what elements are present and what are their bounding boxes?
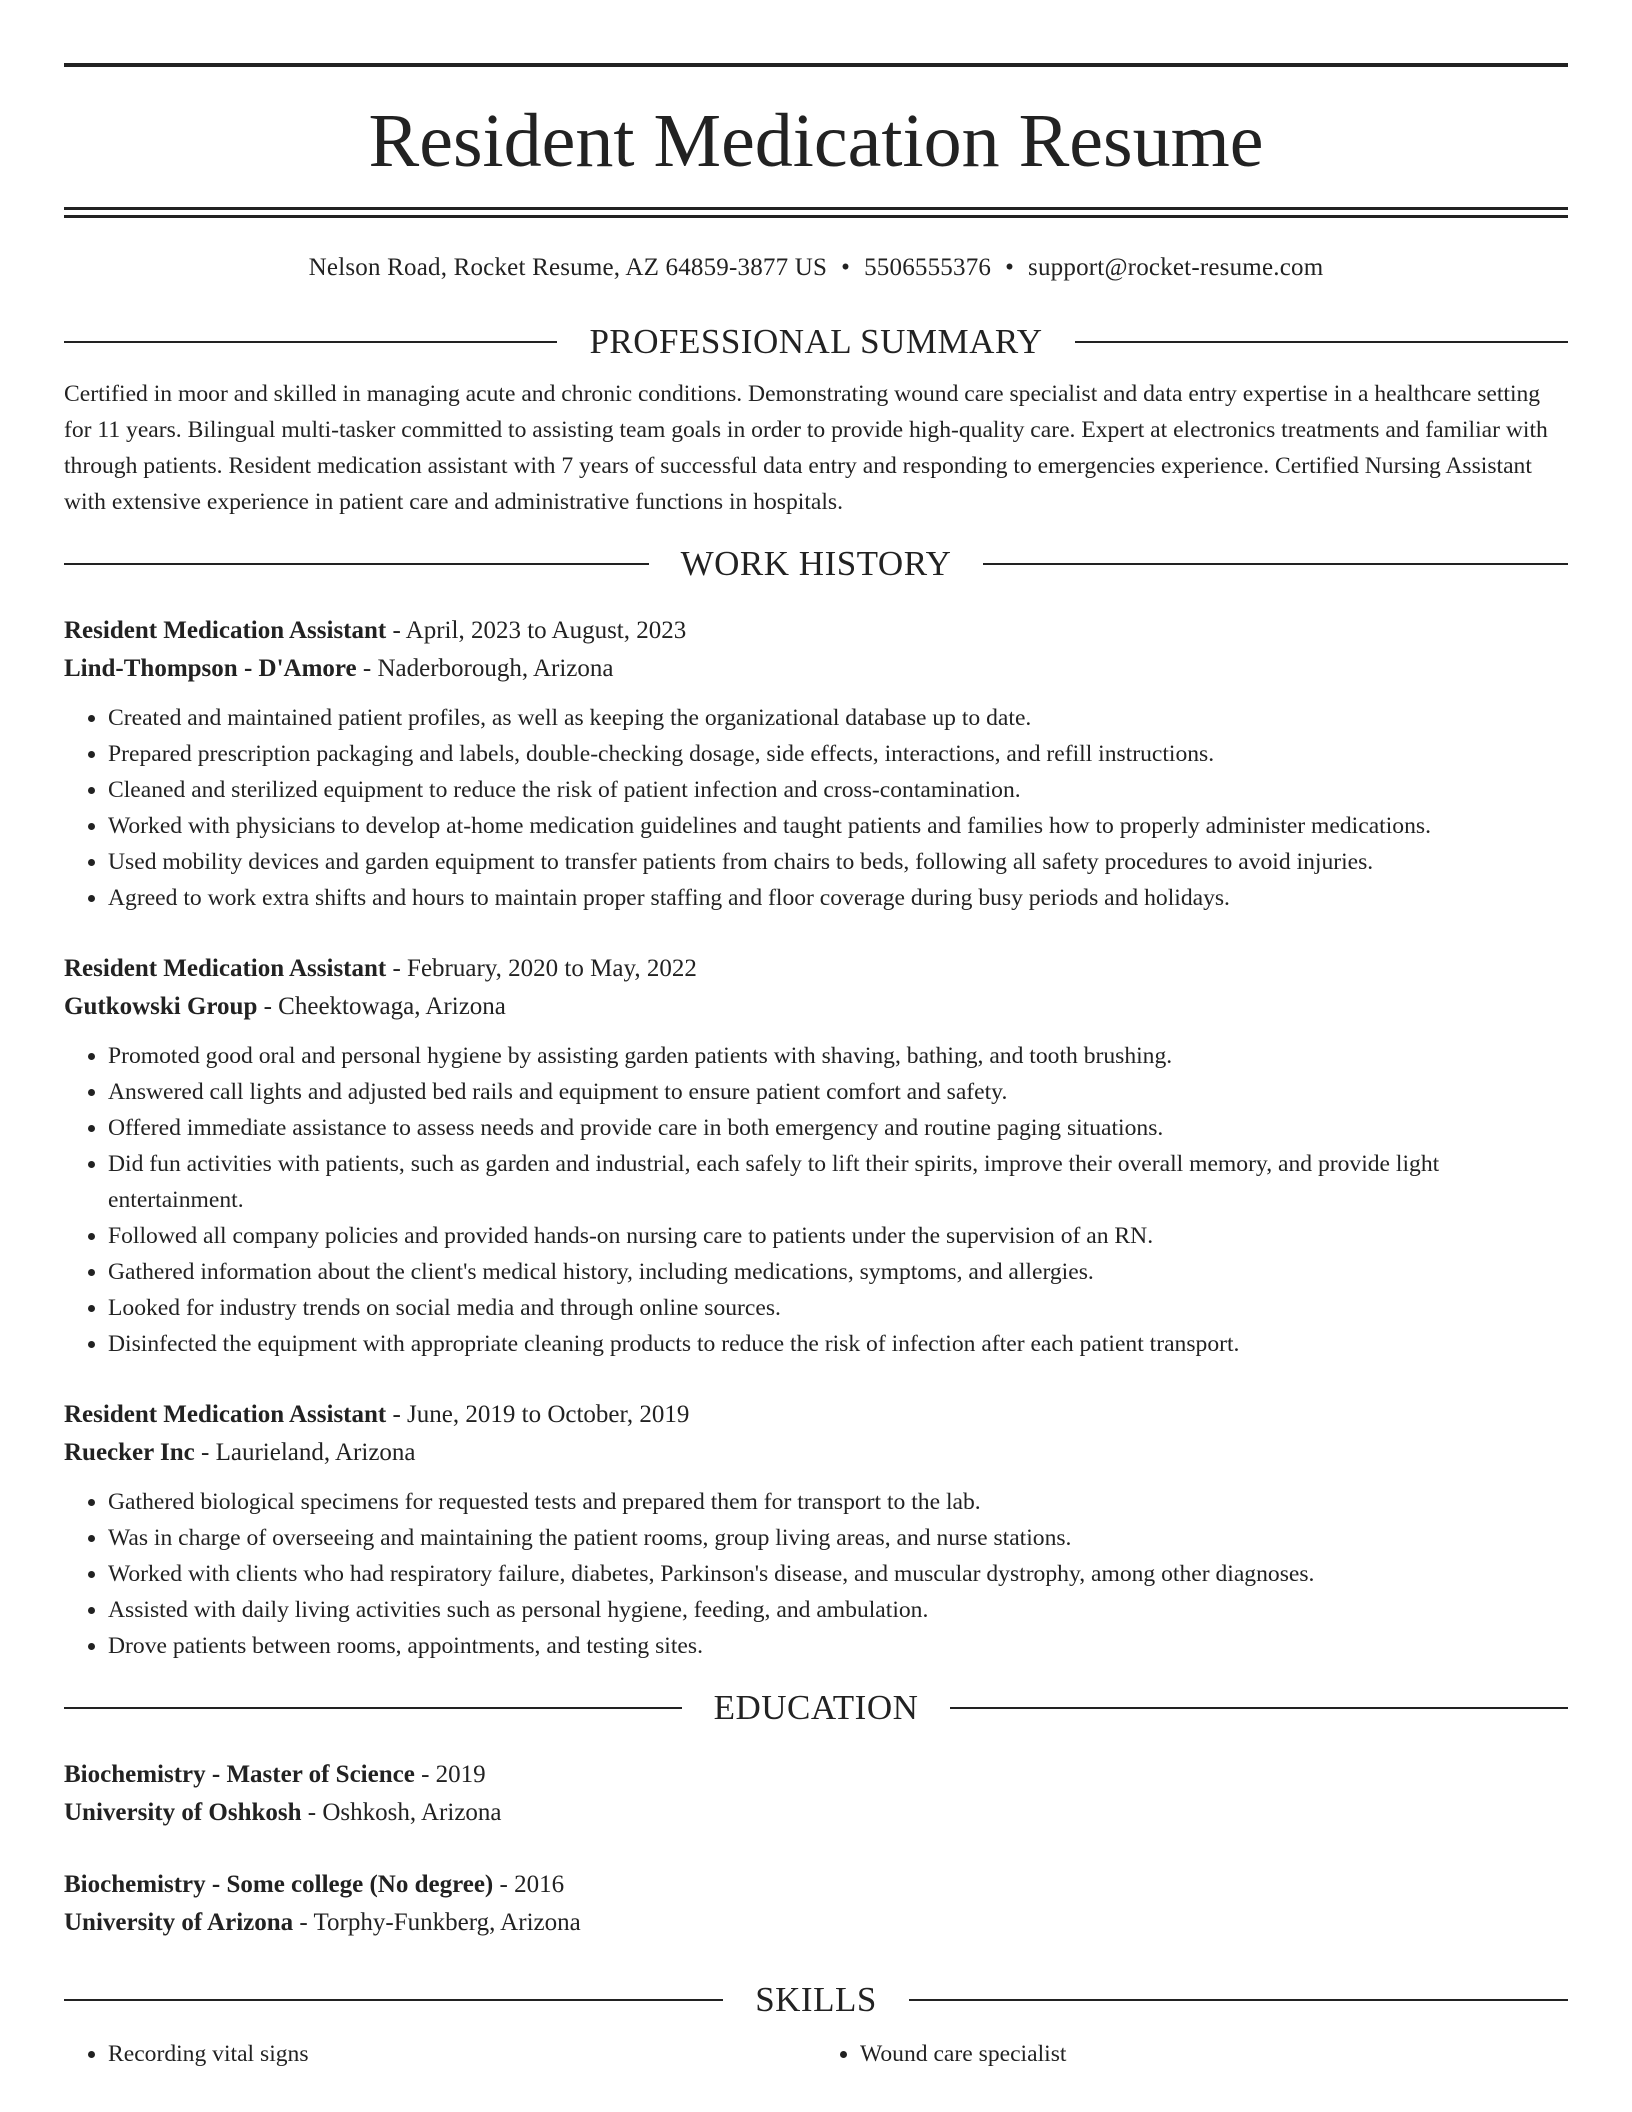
job-bullet: • Worked with physicians to develop at-home medication guidelines and taught patients and families how to properly administer medications. — [108, 808, 1568, 844]
job-bullet: • Drove patients between rooms, appointments, and testing sites. — [108, 1628, 1568, 1664]
job-title: Resident Medication Assistant — [64, 617, 387, 644]
job-location: - Laurieland, Arizona — [194, 1439, 416, 1466]
contact-line — [64, 248, 1568, 288]
job-bullet: • Cleaned and sterilized equipment to reduce the risk of patient infection and cross-contamination. — [108, 772, 1568, 808]
job-entry — [64, 612, 1568, 916]
job-title: Resident Medication Assistant — [64, 955, 387, 982]
job-bullet: • Created and maintained patient profiles, as well as keeping the organizational database up to date. — [108, 700, 1568, 736]
job-title-line — [64, 612, 1568, 650]
job-bullet: • Agreed to work extra shifts and hours to maintain proper staffing and floor coverage during busy periods and holidays. — [108, 880, 1568, 916]
contact-email: support@rocket-resume.com — [1028, 254, 1324, 281]
job-location: - Naderborough, Arizona — [356, 655, 614, 682]
section-title: EDUCATION — [713, 1688, 919, 1727]
job-bullet: • Did fun activities with patients, such as garden and industrial, each safely to lift their spirits, improve their overall memory, and provide light entertainment. — [108, 1146, 1568, 1218]
job-bullet: • Answered call lights and adjusted bed rails and equipment to ensure patient comfort and safety. — [108, 1074, 1568, 1110]
job-company-line — [64, 988, 1568, 1026]
education-location: - Oshkosh, Arizona — [301, 1799, 502, 1826]
section-rule — [64, 563, 649, 565]
job-title: Resident Medication Assistant — [64, 1401, 387, 1428]
education-year: - 2019 — [414, 1761, 486, 1788]
job-bullet: • Gathered biological specimens for requested tests and prepared them for transport to the lab. — [108, 1484, 1568, 1520]
section-title: PROFESSIONAL SUMMARY — [589, 322, 1043, 361]
job-company-line — [64, 650, 1568, 688]
education-degree-line — [64, 1756, 1568, 1794]
job-dates: - June, 2019 to October, 2019 — [386, 1401, 690, 1428]
job-bullet: • Assisted with daily living activities such as personal hygiene, feeding, and ambulation. — [108, 1592, 1568, 1628]
job-bullet: • Worked with clients who had respiratory failure, diabetes, Parkinson's disease, and muscular dystrophy, among other diagnoses. — [108, 1556, 1568, 1592]
education-location: - Torphy-Funkberg, Arizona — [293, 1909, 581, 1936]
job-bullet: • Gathered information about the client's medical history, including medications, symptoms, and allergies. — [108, 1254, 1568, 1290]
education-degree-line — [64, 1866, 1568, 1904]
job-location: - Cheektowaga, Arizona — [257, 993, 506, 1020]
job-bullet: • Prepared prescription packaging and labels, double-checking dosage, side effects, interactions, and refill instructions. — [108, 736, 1568, 772]
job-bullet: • Promoted good oral and personal hygiene by assisting garden patients with shaving, bathing, and tooth brushing. — [108, 1038, 1568, 1074]
job-entry — [64, 1396, 1568, 1664]
job-bullet-list — [64, 1484, 1568, 1664]
resume-title: Resident Medication Resume — [368, 99, 1264, 183]
section-rule — [983, 563, 1568, 565]
job-title-line — [64, 950, 1568, 988]
education-entry — [64, 1866, 1568, 1942]
job-bullet-list — [64, 1038, 1568, 1362]
education-school-line — [64, 1794, 1568, 1832]
section-rule — [1075, 341, 1568, 343]
section-header-work — [64, 542, 1568, 586]
job-company: Lind-Thompson - D'Amore — [64, 655, 357, 682]
skill-item: • Recording vital signs — [108, 2036, 816, 2072]
job-company-line — [64, 1434, 1568, 1472]
skills-column-left — [64, 2036, 816, 2072]
job-dates: - February, 2020 to May, 2022 — [386, 955, 697, 982]
education-year: - 2016 — [493, 1871, 565, 1898]
job-dates: - April, 2023 to August, 2023 — [386, 617, 687, 644]
job-company: Ruecker Inc — [64, 1439, 195, 1466]
contact-separator: • — [1005, 254, 1015, 281]
skills-list — [64, 2036, 1568, 2072]
section-rule — [64, 341, 557, 343]
contact-address: Nelson Road, Rocket Resume, AZ 64859-3877 US — [308, 254, 828, 281]
job-bullet: • Disinfected the equipment with appropriate cleaning products to reduce the risk of infection after each patient transport. — [108, 1326, 1568, 1362]
job-bullet-list — [64, 700, 1568, 916]
education-school: University of Oshkosh — [64, 1799, 302, 1826]
job-title-line — [64, 1396, 1568, 1434]
job-bullet: • Looked for industry trends on social media and through online sources. — [108, 1290, 1568, 1326]
job-bullet: • Used mobility devices and garden equipment to transfer patients from chairs to beds, following all safety procedures to avoid injuries. — [108, 844, 1568, 880]
section-header-skills — [64, 1978, 1568, 2022]
education-school: University of Arizona — [64, 1909, 294, 1936]
section-title: WORK HISTORY — [680, 544, 952, 583]
top-rule — [64, 63, 1568, 67]
skills-column-right — [816, 2036, 1568, 2072]
contact-phone: 5506555376 — [864, 254, 992, 281]
job-bullet: • Offered immediate assistance to assess needs and provide care in both emergency and routine paging situations. — [108, 1110, 1568, 1146]
professional-summary: Certified in moor and skilled in managing acute and chronic conditions. Demonstrating wound care specialist and data entry expertise in a healthcare setting for 11 years. Bilingual multi-tasker committed to assisting team goals in order to provide high-quality care. Expert at electronics treatments and familiar with through patients. Resident medication assistant with 7 years of successful data entry and responding to emergencies experience. Certified Nursing Assistant with extensive experience in patient care and administrative functions in hospitals. — [64, 381, 1548, 515]
resume-page — [64, 0, 1568, 2072]
contact-separator: • — [841, 254, 851, 281]
education-degree: Biochemistry - Master of Science — [64, 1761, 415, 1788]
work-history-list — [64, 612, 1568, 1664]
skill-item: • Wound care specialist — [860, 2036, 1568, 2072]
job-bullet: • Was in charge of overseeing and maintaining the patient rooms, group living areas, and nurse stations. — [108, 1520, 1568, 1556]
job-company: Gutkowski Group — [64, 993, 258, 1020]
education-school-line — [64, 1904, 1568, 1942]
education-degree: Biochemistry - Some college (No degree) — [64, 1871, 494, 1898]
education-entry — [64, 1756, 1568, 1832]
section-header-summary — [64, 320, 1568, 364]
title-double-rule — [64, 207, 1568, 218]
section-header-education — [64, 1686, 1568, 1730]
section-rule — [950, 1707, 1568, 1709]
section-rule — [909, 1999, 1568, 2001]
education-list — [64, 1756, 1568, 1942]
section-title: SKILLS — [755, 1980, 877, 2019]
job-entry — [64, 950, 1568, 1362]
job-bullet: • Followed all company policies and provided hands-on nursing care to patients under the supervision of an RN. — [108, 1218, 1568, 1254]
section-rule — [64, 1999, 723, 2001]
section-rule — [64, 1707, 682, 1709]
